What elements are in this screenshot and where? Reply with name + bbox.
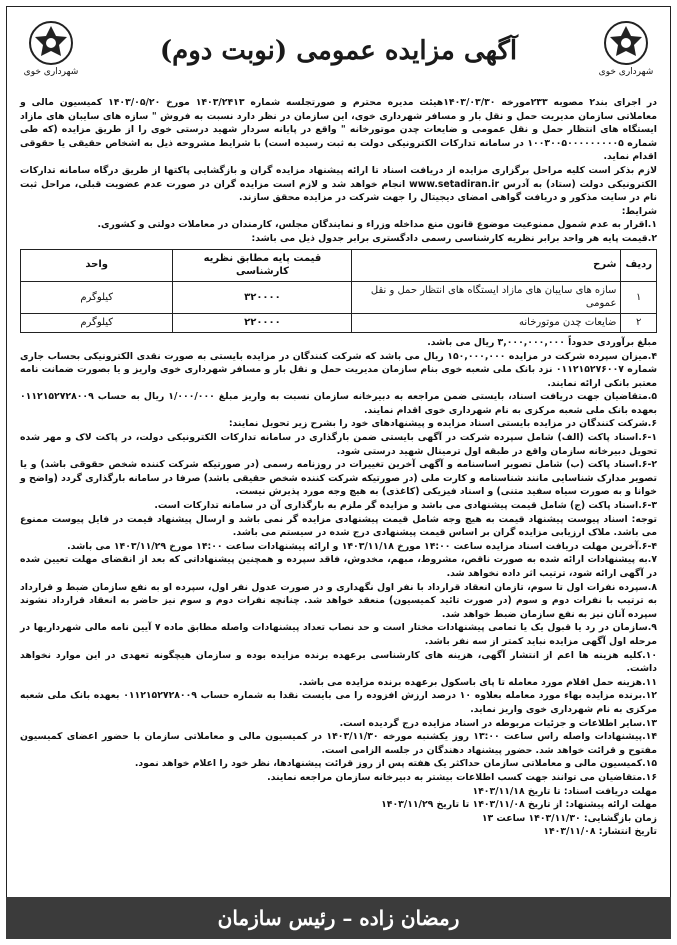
date-line: مهلت ارائه پیشنهاد: از تاریخ ۱۴۰۳/۱۱/۰۸ تا تاریخ ۱۴۰۳/۱۱/۲۹ bbox=[381, 799, 657, 811]
conditions-label: شرایط: bbox=[621, 205, 657, 217]
condition-item: ۱۴.پیشنهادات واصله راس ساعت ۱۳:۰۰ روز یکشنبه مورخه ۱۴۰۳/۱۱/۳۰ در کمیسیون مالی و معاملاتی سازمان با حضور اعضای کمیسیون مفتوح و قرائت خواهد شد. حضور پیشنهاد دهندگان در جلسه الزامی است. bbox=[20, 731, 657, 756]
header-index: ردیف bbox=[621, 249, 657, 281]
price-table bbox=[20, 249, 657, 333]
page-title: آگهی مزایده عمومی (نوبت دوم) bbox=[159, 36, 518, 66]
date-line: زمان بازگشایی: ۱۴۰۳/۱۱/۳۰ ساعت ۱۳ bbox=[481, 812, 657, 824]
condition-item: ۲.قیمت پایه هر واحد برابر نظریه کارشناسی رسمی دادگستری برابر جدول ذیل می باشد: bbox=[251, 232, 657, 244]
dates-block bbox=[20, 785, 657, 839]
condition-item: ۴.میزان سپرده شرکت در مزایده ۱۵۰,۰۰۰,۰۰۰ ریال می باشد که شرکت کنندگان در مزایده بایستی به صورت نقدی الکترونیکی بحساب جاری شماره ۰۱۱۲۱۵۲۷۶۰۰۷ نزد بانک ملی شعبه خوی بنام سازمان مدیریت حمل و نقل بار و مسافر شهرداری خوی واریز و یا بصورت ضمانت نامه معتبر بانکی ارائه نمایند. bbox=[20, 350, 658, 389]
signature-bar: رمضان زاده – رئیس سازمان bbox=[6, 897, 671, 939]
municipality-logo-icon bbox=[28, 20, 74, 66]
row-price: ۲۲۰۰۰۰ bbox=[173, 313, 352, 332]
row-price: ۳۲۰۰۰۰ bbox=[173, 281, 352, 313]
row-unit: کیلوگرم bbox=[21, 281, 173, 313]
condition-item: ۹.سازمان در رد یا قبول یک یا تمامی پیشنهادات مختار است و حد نصاب تعداد پیشنهادات واصله مطابق ماده ۷ آیین نامه مالی شهرداریها در مرحله اول آگهی مزایده نباید کمتر از سه نفر باشد. bbox=[20, 622, 657, 647]
condition-item: مبلغ برآوردی حدوداً ۳,۰۰۰,۰۰۰,۰۰۰ ریال می باشد. bbox=[427, 336, 657, 348]
notice-body bbox=[20, 96, 657, 839]
row-index: ۱ bbox=[621, 281, 657, 313]
condition-item: ۱۵.کمیسیون مالی و معاملاتی سازمان حداکثر یک هفته پس از روز قرائت پیشنهادها، نظر خود را اعلام خواهد نمود. bbox=[134, 758, 657, 770]
row-description: سازه های سایبان های مازاد ایستگاه های انتظار حمل و نقل عمومی bbox=[352, 281, 621, 313]
table-header-row bbox=[21, 249, 657, 281]
condition-item: ۶-۲.اسناد پاکت (ب) شامل تصویر اساسنامه و آگهی آخرین تغییرات در روزنامه رسمی (در صورتیکه شرکت کننده شخص حقوقی باشد) و یا تصویر مدارک شناسایی مانند شناسنامه و کارت ملی (در صورتیکه شرکت کننده شخص حقیقی باشد) صرفا در سامانه بارگذاری گردد (واضح و خوانا و به صورت سیاه سفید متنی) و اسناد فیزیکی (کاغذی) به هیچ وجه مورد پذیرش نیست. bbox=[20, 459, 657, 498]
date-line: مهلت دریافت اسناد: تا تاریخ ۱۴۰۳/۱۱/۱۸ bbox=[472, 785, 657, 797]
condition-item: ۱۱.هزینه حمل اقلام مورد معامله تا پای باسکول برعهده برنده مزایده می باشد. bbox=[298, 676, 657, 688]
conditions-post-list bbox=[20, 336, 657, 785]
header bbox=[6, 6, 671, 94]
header-price: قیمت پایه مطابق نظریه کارشناسی bbox=[173, 249, 352, 281]
logo-text: شهرداری خوی bbox=[598, 67, 654, 77]
condition-item: ۱.اقرار به عدم شمول ممنوعیت موضوع قانون منع مداخله وزراء و نمایندگان مجلس، کارمندان در معاملات دولتی و کشوری. bbox=[97, 219, 657, 231]
date-line: تاریخ انتشار: ۱۴۰۳/۱۱/۰۸ bbox=[543, 826, 657, 838]
logo-text: شهرداری خوی bbox=[23, 67, 79, 77]
table-row bbox=[21, 313, 657, 332]
condition-item: ۶-۴.آخرین مهلت دریافت اسناد مزایده ساعت ۱۴:۰۰ مورخ ۱۴۰۳/۱۱/۱۸ و ارائه پیشنهادات ساعت ۱۴:۰۰ مورخ ۱۴۰۳/۱۱/۲۹ می باشد. bbox=[67, 540, 657, 552]
condition-item: ۶.شرکت کنندگان در مزایده بایستی اسناد مزایده و پیشنهادهای خود را بشرح زیر تحویل نمایند: bbox=[228, 418, 657, 430]
condition-item: ۱۲.برنده مزایده بهاء مورد معامله بعلاوه ۱۰ درصد ارزش افزوده را می بایست نقدا به شماره حساب ۰۱۱۲۱۵۲۷۲۸۰۰۹ بعهده بانک ملی شعبه مرکزی به نام شهرداری خوی واریز نماید. bbox=[20, 690, 657, 715]
row-index: ۲ bbox=[621, 313, 657, 332]
logo-right bbox=[595, 20, 657, 77]
condition-item: ۸.سپرده نفرات اول تا سوم، تازمان انعقاد قرارداد با نفر اول نگهداری و در صورت عدول نفر اول، سپرده او به نفع سازمان ضبط و قرارداد به ترتیب با نفرات دوم و سوم (در صورت تائید کمیسیون) منعقد خواهد شد. چنانچه نفرات دوم و سوم نیز حاضر به انعقاد قرارداد نشوند سپرده آنان نیز به نفع سازمان ضبط خواهد شد. bbox=[20, 581, 657, 620]
condition-item: ۷.به پیشنهادات ارائه شده به صورت ناقص، مشروط، مبهم، مخدوش، فاقد سپرده و همچنین پیشنهاداتی که بعد از انقضای مهلت تعیین شده در آگهی ارائه شود، ترتیب اثر داده نخواهد شد. bbox=[20, 554, 657, 579]
row-description: ضایعات چدن موتورخانه bbox=[352, 313, 621, 332]
logo-left bbox=[20, 20, 82, 77]
condition-item: توجه: اسناد پیوست پیشنهاد قیمت به هیچ وجه شامل قیمت پیشنهادی مزایده گر نمی باشد و ارسال پیشنهاد قیمت در فایل پیوست ممنوع می باشد. ملاک ارزیابی مزایده گران بر اساس قیمت پیشنهادی درج شده در سیستم می باشد. bbox=[20, 513, 657, 539]
condition-item: ۱۰.کلیه هزینه ها اعم از انتشار آگهی، هزینه های کارشناسی برعهده برنده مزایده بوده و سازمان هیچگونه تعهدی در این موارد نخواهد داشت. bbox=[20, 649, 657, 675]
intro-paragraph-1: در اجرای بند۲ مصوبه ۲۳۳مورخه ۱۴۰۳/۰۳/۳۰هیئت مدیره محترم و صورتجلسه شماره ۱۴۰۳/۲۴۱۳ مورخ ۱۴۰۳/۰۵/۲۰ کمیسیون مالی و معاملاتی سازمان مدیریت حمل و نقل بار و مسافر شهرداری خوی، این سازمان در نظر دارد نسبت به فروش " سازه های سایبان های مازاد ایستگاه های انتظار حمل و نقل عمومی و ضایعات چدن موتورخانه " واقع در پایانه سردار شهید درستی خوی را از طریق مزایده (که طی شماره ۱۰۰۳۰۰۵۰۰۰۰۰۰۰۰۰۵ در سامانه تدارکات الکترونیکی دولت به ثبت رسیده است) با شرایط مشروحه ذیل به اشخاص حقیقی یا حقوقی اقدام نماید. bbox=[20, 97, 657, 163]
condition-item: ۵.متقاضیان جهت دریافت اسناد، بایستی ضمن مراجعه به دبیرخانه سازمان نسبت به واریز مبلغ ۱/۰۰۰/۰۰۰ ریال به حساب ۰۱۱۲۱۵۲۷۲۸۰۰۹ بعهده بانک ملی شعبه مرکزی به نام شهرداری خوی اقدام نمایند. bbox=[20, 391, 657, 416]
row-unit: کیلوگرم bbox=[21, 313, 173, 332]
condition-item: ۶-۱.اسناد پاکت (الف) شامل سپرده شرکت در آگهی بایستی ضمن بارگذاری در سامانه تدارکات الکترونیکی دولت، در پاکت لاک و مهر شده تحویل دبیرخانه سازمان واقع در طبقه اول ترمینال شهید درستی شود. bbox=[20, 432, 657, 457]
condition-item: ۱۶.متقاضیان می توانند جهت کسب اطلاعات بیشتر به دبیرخانه سازمان مراجعه نمایند. bbox=[267, 771, 657, 783]
header-unit: واحد bbox=[21, 249, 173, 281]
condition-item: ۶-۳.اسناد پاکت (ج) شامل قیمت پیشنهادی می باشد و مزایده گر ملزم به بارگذاری آن در سامانه تدارکات است. bbox=[154, 500, 657, 512]
table-row bbox=[21, 281, 657, 313]
municipality-logo-icon bbox=[603, 20, 649, 66]
conditions-pre-list bbox=[20, 218, 657, 245]
header-description: شرح bbox=[352, 249, 621, 281]
condition-item: ۱۳.سایر اطلاعات و جزئیات مربوطه در اسناد مزایده درج گردیده است. bbox=[339, 717, 657, 729]
intro-paragraph-2: لازم بذکر است کلیه مراحل برگزاری مزایده از دریافت اسناد تا ارائه پیشنهاد مزایده گران و بازگشایی پاکتها از طریق درگاه سامانه تدارکات الکترونیکی دولت (ستاد) به آدرس www.setadiran.ir انجام خواهد شد و لازم است مزایده گران در صورت عدم عضویت قبلی، مراحل ثبت نام در سایت مذکور و دریافت گواهی امضای دیجیتال را جهت شرکت در مزایده محقق سازند. bbox=[20, 164, 657, 204]
